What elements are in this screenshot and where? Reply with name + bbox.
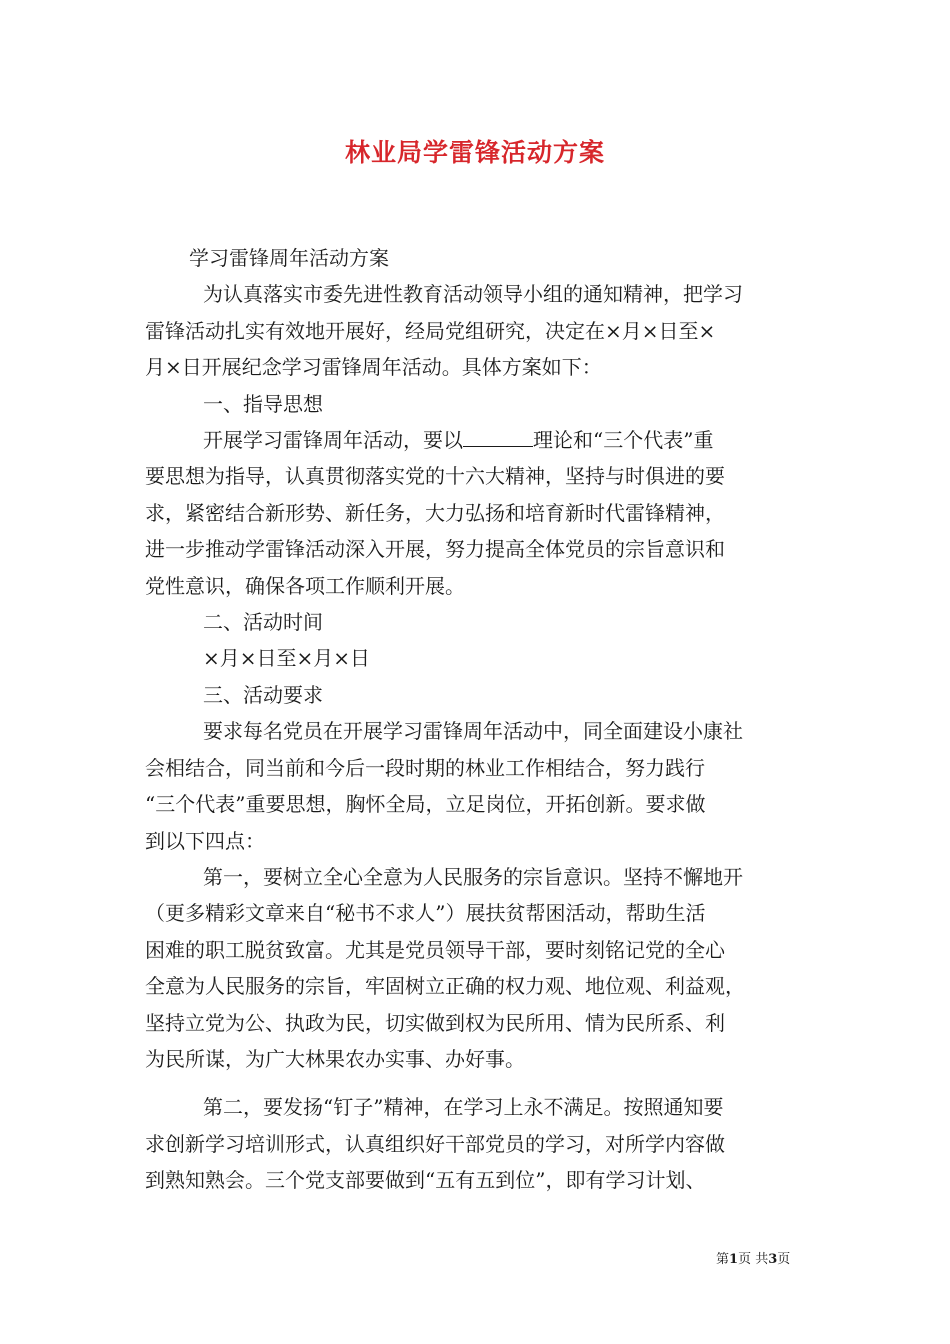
line-text: 困难的职工脱贫致富。尤其是党员领导干部，要时刻铭记党的全心 [145, 937, 725, 962]
line-text-after-blank: 理论和“三个代表”重 [533, 428, 714, 453]
paragraph-line [145, 568, 809, 604]
line-text: 要思想为指导，认真贯彻落实党的十六大精神，坚持与时俱进的要 [145, 464, 725, 489]
paragraph-line [145, 276, 809, 312]
paragraph-line [145, 495, 809, 531]
footer-prefix: 第 [716, 1252, 730, 1267]
paragraph-line [145, 713, 809, 749]
paragraph-line [145, 750, 809, 786]
line-text: 求，紧密结合新形势、新任务，大力弘扬和培育新时代雷锋精神， [145, 500, 725, 525]
paragraph-line [145, 640, 809, 676]
paragraph-line [145, 422, 809, 458]
line-text: 开展学习雷锋周年活动，要以 [203, 428, 463, 453]
document-subtitle: 学习雷锋周年活动方案 [189, 246, 389, 270]
paragraph-line [145, 1005, 809, 1041]
footer-suffix: 页 [777, 1252, 791, 1267]
line-text: 要求每名党员在开展学习雷锋周年活动中，同全面建设小康社 [203, 719, 743, 744]
paragraph-line [145, 895, 809, 931]
paragraph-line [145, 313, 809, 349]
paragraph-line [145, 531, 809, 567]
paragraph-line [145, 968, 809, 1004]
line-text: 一、指导思想 [203, 391, 323, 416]
paragraph-line [145, 677, 809, 713]
line-text: 为民所谋，为广大林果农办实事、办好事。 [145, 1046, 525, 1071]
line-text: 求创新学习培训形式，认真组织好干部党员的学习，对所学内容做 [145, 1131, 725, 1156]
line-text: ×月×日至×月×日 [203, 646, 371, 671]
line-text: 到以下四点： [145, 828, 265, 853]
line-text: 党性意识，确保各项工作顺利开展。 [145, 573, 465, 598]
line-text: 坚持立党为公、执政为民，切实做到权为民所用、情为民所系、利 [145, 1010, 725, 1035]
paragraph-line [145, 349, 809, 385]
line-text: 三、活动要求 [203, 682, 323, 707]
line-text: （更多精彩文章来自“秘书不求人”）展扶贫帮困活动，帮助生活 [145, 901, 706, 926]
paragraph-line [145, 386, 809, 422]
line-text: 会相结合，同当前和今后一段时期的林业工作相结合，努力践行 [145, 755, 705, 780]
line-text: 第一，要树立全心全意为人民服务的宗旨意识。坚持不懈地开 [203, 864, 743, 889]
paragraph-line [145, 604, 809, 640]
paragraph-line [145, 458, 809, 494]
line-text: 全意为人民服务的宗旨，牢固树立正确的权力观、地位观、利益观， [145, 974, 745, 999]
page-footer [716, 1248, 790, 1267]
line-text: 二、活动时间 [203, 610, 323, 635]
line-text: 到熟知熟会。三个党支部要做到“五有五到位”，即有学习计划、 [145, 1168, 706, 1193]
line-text: 雷锋活动扎实有效地开展好，经局党组研究，决定在×月×日至× [145, 318, 716, 343]
paragraph-line [145, 859, 809, 895]
fill-in-blank [463, 428, 533, 447]
line-text: 为认真落实市委先进性教育活动领导小组的通知精神，把学习 [203, 282, 743, 307]
paragraph-line [145, 932, 809, 968]
paragraph-line [145, 1041, 809, 1077]
paragraph-line [145, 1126, 809, 1162]
line-text: 第二，要发扬“钉子”精神，在学习上永不满足。按照通知要 [203, 1095, 724, 1120]
footer-total-pages: 3 [768, 1252, 778, 1267]
paragraph-line [145, 786, 809, 822]
line-text: 进一步推动学雷锋活动深入开展，努力提高全体党员的宗旨意识和 [145, 537, 725, 562]
footer-middle: 页 共 [738, 1252, 769, 1267]
line-text: 月×日开展纪念学习雷锋周年活动。具体方案如下： [145, 355, 602, 380]
document-body [145, 240, 809, 1199]
document-title: 林业局学雷锋活动方案 [344, 138, 605, 167]
line-text: “三个代表”重要思想，胸怀全局，立足岗位，开拓创新。要求做 [145, 792, 706, 817]
paragraph-line [145, 1162, 809, 1198]
paragraph-line [145, 1089, 809, 1125]
paragraph-line [145, 823, 809, 859]
footer-page-number: 1 [729, 1252, 739, 1267]
